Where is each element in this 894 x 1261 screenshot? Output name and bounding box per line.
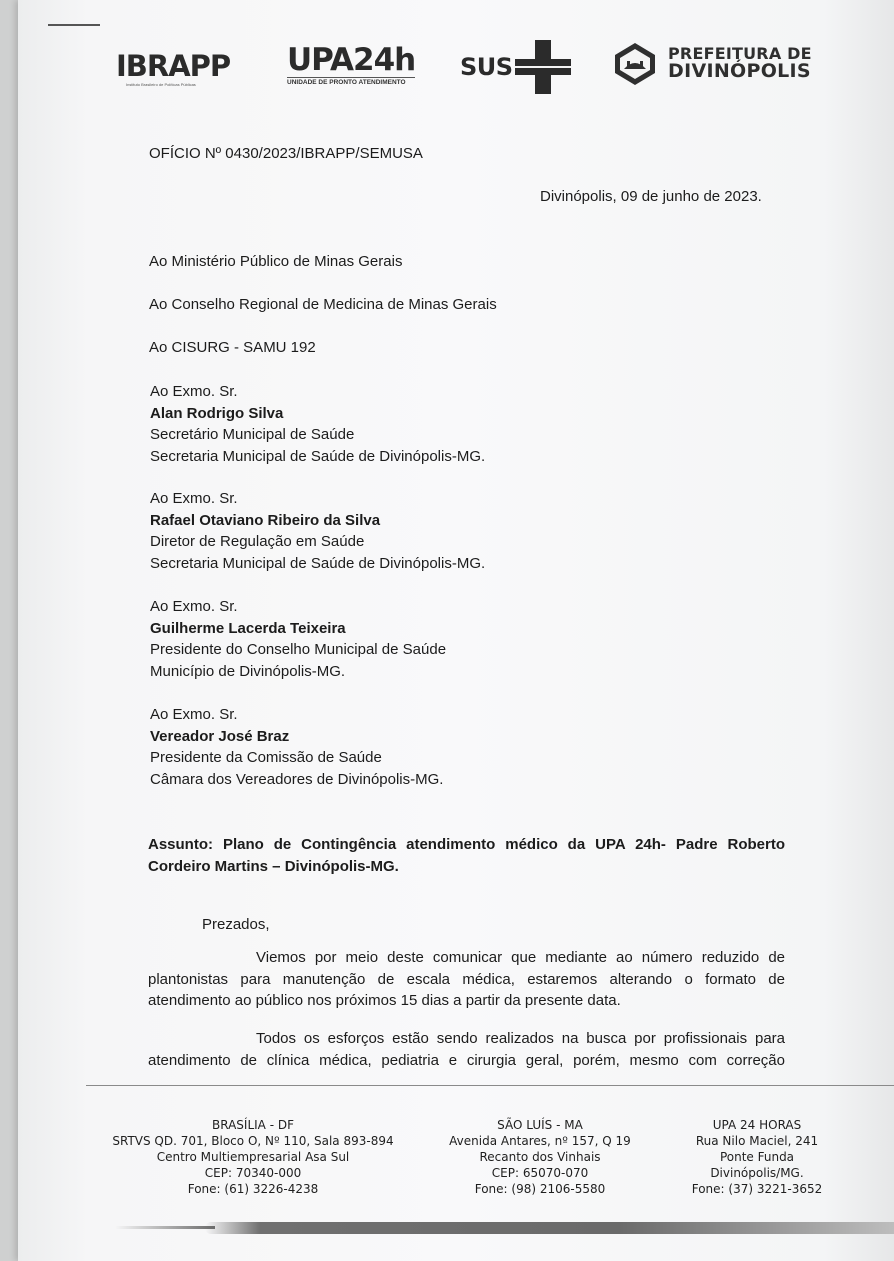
recipient-salutation: Ao Exmo. Sr. bbox=[150, 383, 238, 400]
footer-line: Fone: (61) 3226-4238 bbox=[187, 1182, 319, 1196]
footer-address-saoluis bbox=[446, 1117, 634, 1197]
greeting: Prezados, bbox=[202, 916, 270, 933]
recipient-salutation: Ao Exmo. Sr. bbox=[150, 706, 238, 723]
footer-line: CEP: 65070-070 bbox=[491, 1166, 589, 1180]
footer-line: Ponte Funda bbox=[719, 1150, 795, 1164]
letter-subject bbox=[148, 834, 785, 877]
recipient-org: Câmara dos Vereadores de Divinópolis-MG. bbox=[150, 770, 444, 788]
sus-logo bbox=[460, 40, 571, 94]
footer-divider bbox=[86, 1085, 894, 1086]
footer-line: Fone: (98) 2106-5580 bbox=[474, 1182, 606, 1196]
ibrapp-logo-tagline: Instituto Brasileiro de Políticas Públicas bbox=[126, 82, 196, 87]
prefeitura-emblem-icon bbox=[612, 41, 658, 87]
sus-logo-text: SUS bbox=[460, 53, 513, 81]
recipient-block bbox=[150, 488, 485, 574]
subject-line: Assunto: Plano de Contingência atendimento médico da UPA 24h- Padre Roberto bbox=[148, 836, 785, 853]
place-date: Divinópolis, 09 de junho de 2023. bbox=[540, 188, 762, 205]
upa-logo-tagline: UNIDADE DE PRONTO ATENDIMENTO bbox=[287, 77, 415, 86]
footer-line: Divinópolis/MG. bbox=[710, 1166, 804, 1180]
footer-decoration-bar bbox=[205, 1222, 894, 1234]
footer-line: Fone: (37) 3221-3652 bbox=[691, 1182, 823, 1196]
footer-address-upa bbox=[688, 1117, 826, 1197]
prefeitura-line2: DIVINÓPOLIS bbox=[668, 60, 811, 83]
paragraph-line: Viemos por meio deste comunicar que mediante ao número reduzido de bbox=[256, 949, 785, 966]
recipient-role: Secretário Municipal de Saúde bbox=[150, 426, 355, 443]
footer-city: SÃO LUÍS - MA bbox=[497, 1118, 583, 1132]
addressee-3: Ao CISURG - SAMU 192 bbox=[149, 339, 316, 356]
paragraph-line: Todos os esforços estão sendo realizados na busca por profissionais para bbox=[256, 1030, 785, 1047]
recipient-org: Secretaria Municipal de Saúde de Divinópolis-MG. bbox=[150, 554, 486, 572]
paragraph-line: atendimento de clínica médica, pediatria e cirurgia geral, porém, mesmo com correção bbox=[148, 1051, 785, 1069]
footer-address-brasilia bbox=[112, 1117, 394, 1197]
recipient-salutation: Ao Exmo. Sr. bbox=[150, 598, 238, 615]
recipient-name: Rafael Otaviano Ribeiro da Silva bbox=[150, 511, 381, 529]
footer-line: Rua Nilo Maciel, 241 bbox=[695, 1134, 819, 1148]
footer-line: Recanto dos Vinhais bbox=[479, 1150, 601, 1164]
footer-line: Centro Multiempresarial Asa Sul bbox=[156, 1150, 350, 1164]
prefeitura-logo bbox=[612, 41, 812, 87]
footer-line: Avenida Antares, nº 157, Q 19 bbox=[449, 1134, 631, 1148]
footer-line: CEP: 70340-000 bbox=[204, 1166, 302, 1180]
recipient-org: Município de Divinópolis-MG. bbox=[150, 662, 346, 680]
sus-cross-icon bbox=[515, 40, 571, 94]
recipient-block bbox=[150, 381, 485, 467]
recipient-role: Presidente da Comissão de Saúde bbox=[150, 749, 382, 766]
pen-mark bbox=[48, 24, 100, 26]
footer-line: SRTVS QD. 701, Bloco O, Nº 110, Sala 893-894 bbox=[112, 1134, 394, 1148]
letter-reference: OFÍCIO Nº 0430/2023/IBRAPP/SEMUSA bbox=[149, 145, 423, 162]
recipient-salutation: Ao Exmo. Sr. bbox=[150, 490, 238, 507]
footer-city: UPA 24 HORAS bbox=[712, 1118, 802, 1132]
upa-logo-text: UPA24h bbox=[287, 42, 416, 78]
ibrapp-logo bbox=[116, 50, 230, 87]
recipient-role: Presidente do Conselho Municipal de Saúde bbox=[150, 641, 447, 658]
footer-decoration bbox=[115, 1226, 215, 1229]
prefeitura-line1: PREFEITURA DE bbox=[668, 43, 812, 63]
upa-logo bbox=[287, 43, 415, 86]
recipient-block bbox=[150, 596, 446, 682]
body-paragraph bbox=[148, 1028, 785, 1071]
body-paragraph bbox=[148, 947, 785, 1012]
recipient-org: Secretaria Municipal de Saúde de Divinópolis-MG. bbox=[150, 447, 486, 465]
footer-city: BRASÍLIA - DF bbox=[212, 1118, 294, 1132]
ibrapp-logo-text: IBRAPP bbox=[116, 49, 231, 83]
recipient-name: Vereador José Braz bbox=[150, 727, 290, 745]
addressee-1: Ao Ministério Público de Minas Gerais bbox=[149, 253, 403, 270]
paragraph-line: plantonistas para manutenção de escala médica, estaremos alterando o formato de bbox=[148, 970, 785, 988]
recipient-name: Alan Rodrigo Silva bbox=[150, 404, 284, 422]
recipient-name: Guilherme Lacerda Teixeira bbox=[150, 619, 346, 637]
recipient-block bbox=[150, 704, 443, 790]
addressee-2: Ao Conselho Regional de Medicina de Minas Gerais bbox=[149, 296, 497, 313]
recipient-role: Diretor de Regulação em Saúde bbox=[150, 533, 365, 550]
paragraph-line: atendimento ao público nos próximos 15 dias a partir da presente data. bbox=[148, 992, 621, 1009]
subject-line: Cordeiro Martins – Divinópolis-MG. bbox=[148, 857, 399, 875]
